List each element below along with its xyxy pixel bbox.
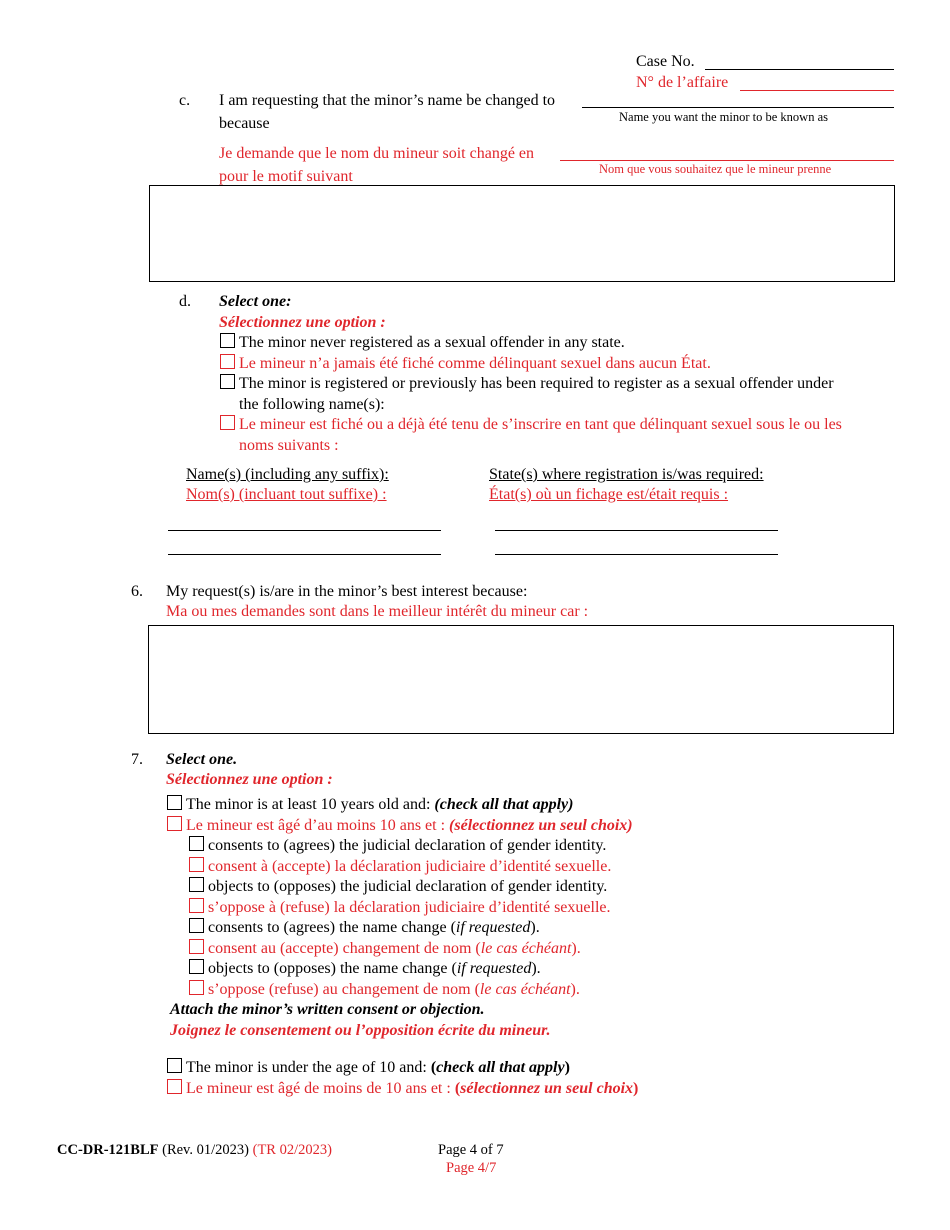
names-column-header-fr: Nom(s) (incluant tout suffixe) : [186, 486, 387, 503]
state-field-2[interactable] [495, 554, 778, 555]
names-column-header: Name(s) (including any suffix): [186, 466, 389, 483]
item-c-text-en: I am requesting that the minor’s name be changed to [219, 92, 556, 109]
over-10-checkbox[interactable] [167, 795, 182, 810]
never-registered-label: The minor never registered as a sexual offender in any state. [239, 334, 625, 351]
under-10-label-fr: Le mineur est âgé de moins de 10 ans et : (sélectionnez un seul choix) [186, 1080, 639, 1097]
reason-text-box[interactable] [149, 185, 895, 282]
page-number-fr: Page 4/7 [446, 1160, 497, 1176]
over-10-checkbox-fr[interactable] [167, 816, 182, 831]
item-6-text: My request(s) is/are in the minor’s best interest because: [166, 583, 528, 600]
states-column-header-fr: État(s) où un fichage est/était requis : [489, 486, 729, 503]
name-field-2[interactable] [168, 554, 441, 555]
form-id: CC-DR-121BLF (Rev. 01/2023) (TR 02/2023) [57, 1142, 332, 1158]
never-registered-checkbox-fr[interactable] [220, 354, 235, 369]
never-registered-label-fr: Le mineur n’a jamais été fiché comme délinquant sexuel dans aucun État. [239, 355, 711, 372]
under-10-label: The minor is under the age of 10 and: (check all that apply) [186, 1059, 570, 1076]
never-registered-checkbox[interactable] [220, 333, 235, 348]
item-c-because: because [219, 115, 270, 132]
registered-label-fr: Le mineur est fiché ou a déjà été tenu de s’inscrire en tant que délinquant sexuel sous le ou les [239, 416, 842, 433]
objects-name-label: objects to (opposes) the name change (if requested). [208, 960, 541, 977]
states-column-header: State(s) where registration is/was required: [489, 466, 764, 483]
consents-name-label: consents to (agrees) the name change (if requested). [208, 919, 540, 936]
registered-label: The minor is registered or previously has been required to register as a sexual offender under [239, 375, 834, 392]
registered-label-fr-2: noms suivants : [239, 437, 339, 454]
case-no-label-fr: N° de l’affaire [636, 74, 729, 91]
consents-gender-label-fr: consent à (accepte) la déclaration judiciaire d’identité sexuelle. [208, 858, 612, 875]
case-no-field-fr[interactable] [740, 90, 894, 91]
new-name-field-fr[interactable] [560, 160, 894, 161]
consents-gender-label: consents to (agrees) the judicial declaration of gender identity. [208, 837, 607, 854]
attach-note-fr: Joignez le consentement ou l’opposition écrite du mineur. [170, 1022, 551, 1039]
item-c-text-fr: Je demande que le nom du mineur soit changé en [219, 145, 535, 162]
attach-note: Attach the minor’s written consent or objection. [170, 1001, 485, 1018]
item-7-select-fr: Sélectionnez une option : [166, 771, 333, 788]
objects-name-checkbox-fr[interactable] [189, 980, 204, 995]
item-6-text-fr: Ma ou mes demandes sont dans le meilleur intérêt du mineur car : [166, 603, 589, 620]
new-name-hint: Name you want the minor to be known as [619, 110, 828, 124]
over-10-label: The minor is at least 10 years old and: (check all that apply) [186, 796, 574, 813]
objects-gender-checkbox-fr[interactable] [189, 898, 204, 913]
registered-checkbox[interactable] [220, 374, 235, 389]
item-6-number: 6. [131, 583, 143, 600]
item-7-select: Select one. [166, 751, 238, 768]
item-c-reason-fr: pour le motif suivant [219, 168, 353, 185]
under-10-checkbox[interactable] [167, 1058, 182, 1073]
objects-gender-label-fr: s’oppose à (refuse) la déclaration judiciaire d’identité sexuelle. [208, 899, 611, 916]
consents-name-checkbox-fr[interactable] [189, 939, 204, 954]
registered-label-2: the following name(s): [239, 396, 385, 413]
item-d-select-fr: Sélectionnez une option : [219, 314, 386, 331]
case-no-field[interactable] [705, 69, 894, 70]
registered-checkbox-fr[interactable] [220, 415, 235, 430]
consents-gender-checkbox-fr[interactable] [189, 857, 204, 872]
state-field-1[interactable] [495, 530, 778, 531]
objects-name-checkbox[interactable] [189, 959, 204, 974]
new-name-field[interactable] [582, 107, 894, 108]
name-field-1[interactable] [168, 530, 441, 531]
page-number: Page 4 of 7 [438, 1142, 504, 1158]
objects-gender-checkbox[interactable] [189, 877, 204, 892]
consents-gender-checkbox[interactable] [189, 836, 204, 851]
objects-name-label-fr: s’oppose (refuse) au changement de nom (le cas échéant). [208, 981, 580, 998]
item-7-number: 7. [131, 751, 143, 768]
best-interest-text-box[interactable] [148, 625, 894, 734]
case-no-label: Case No. [636, 53, 695, 70]
item-c-letter: c. [179, 92, 191, 109]
item-d-select: Select one: [219, 293, 292, 310]
item-d-letter: d. [179, 293, 191, 310]
objects-gender-label: objects to (opposes) the judicial declaration of gender identity. [208, 878, 608, 895]
new-name-hint-fr: Nom que vous souhaitez que le mineur prenne [599, 162, 832, 176]
under-10-checkbox-fr[interactable] [167, 1079, 182, 1094]
over-10-label-fr: Le mineur est âgé d’au moins 10 ans et : (sélectionnez un seul choix) [186, 817, 633, 834]
consents-name-checkbox[interactable] [189, 918, 204, 933]
consents-name-label-fr: consent au (accepte) changement de nom (le cas échéant). [208, 940, 581, 957]
